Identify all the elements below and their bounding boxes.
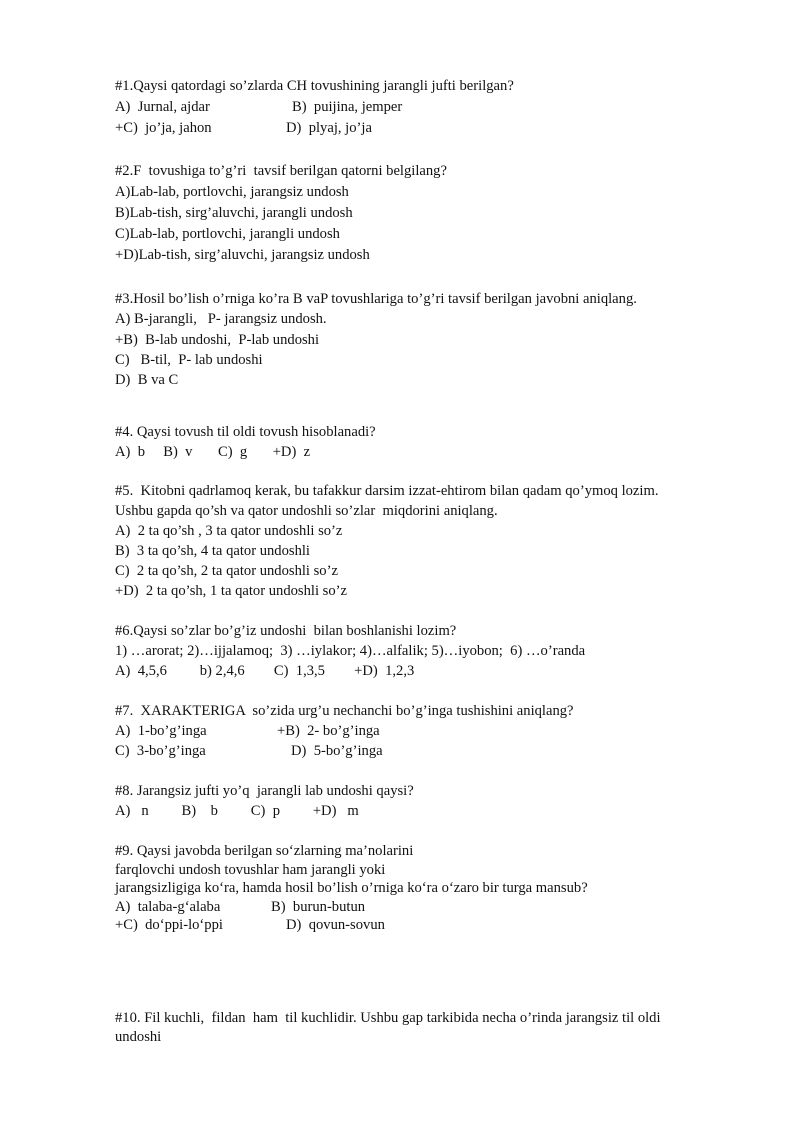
question-2-option-b: B)Lab-tish, sirg’aluvchi, jarangli undosh (115, 205, 353, 221)
question-5-prompt-line-1: #5. Kitobni qadrlamoq kerak, bu tafakkur darsim izzat-ehtirom bilan qadam qo’ymoq lozim. (115, 483, 659, 499)
question-8-prompt: #8. Jarangsiz jufti yo’q jarangli lab undoshi qaysi? (115, 783, 414, 799)
question-9-option-b: B) burun-butun (271, 899, 366, 915)
question-1-option-d: D) plyaj, jo’ja (286, 120, 372, 136)
question-5-prompt-line-2: Ushbu gapda qo’sh va qator undoshli so’zlar miqdorini aniqlang. (115, 503, 498, 519)
question-6-options: A) 4,5,6 b) 2,4,6 C) 1,3,5 +D) 1,2,3 (115, 663, 415, 679)
question-2-prompt: #2.F tovushiga to’g’ri tavsif berilgan qatorni belgilang? (115, 163, 447, 179)
question-3-option-b: +B) B-lab undoshi, P-lab undoshi (115, 332, 320, 348)
question-3-prompt: #3.Hosil bo’lish o’rniga ko’ra B vaP tovushlariga to’g’ri tavsif berilgan javobni aniqlang. (115, 291, 637, 307)
question-2-option-a: A)Lab-lab, portlovchi, jarangsiz undosh (115, 184, 349, 200)
question-7-option-b: +B) 2- bo’g’inga (277, 723, 380, 739)
question-9-prompt-line-1: #9. Qaysi javobda berilgan so‘zlarning ma’nolarini (115, 843, 414, 859)
question-5-option-a: A) 2 ta qo’sh , 3 ta qator undoshli so’z (115, 523, 343, 539)
question-3-option-d: D) B va C (115, 372, 179, 388)
question-7-option-d: D) 5-bo’g’inga (291, 743, 383, 759)
question-8-options: A) n B) b C) p +D) m (115, 803, 359, 819)
question-9-option-a: A) talaba-g‘alaba (115, 899, 221, 915)
question-9-option-d: D) qovun-sovun (286, 917, 385, 933)
question-1-option-b: B) puijina, jemper (292, 99, 403, 115)
question-2-option-d: +D)Lab-tish, sirg’aluvchi, jarangsiz undosh (115, 247, 370, 263)
question-5-option-c: C) 2 ta qo’sh, 2 ta qator undoshli so’z (115, 563, 338, 579)
question-3-option-a: A) B-jarangli, P- jarangsiz undosh. (115, 311, 327, 327)
question-10-prompt-line-2: undoshi (115, 1029, 162, 1045)
question-7-option-c: C) 3-bo’g’inga (115, 743, 206, 759)
question-9-prompt-line-2: farqlovchi undosh tovushlar ham jarangli yoki (115, 862, 386, 878)
question-9-option-c: +C) do‘ppi-lo‘ppi (115, 917, 223, 933)
question-3-option-c: C) B-til, P- lab undoshi (115, 352, 263, 368)
question-10-prompt-line-1: #10. Fil kuchli, fildan ham til kuchlidir. Ushbu gap tarkibida necha o’rinda jarangsiz til oldi (115, 1010, 661, 1026)
question-1-option-a: A) Jurnal, ajdar (115, 99, 210, 115)
question-5-option-b: B) 3 ta qo’sh, 4 ta qator undoshli (115, 543, 310, 559)
question-5-option-d: +D) 2 ta qo’sh, 1 ta qator undoshli so’z (115, 583, 347, 599)
question-7-option-a: A) 1-bo’g’inga (115, 723, 207, 739)
question-9-prompt-line-3: jarangsizligiga ko‘ra, hamda hosil bo’lish o’rniga ko‘ra o‘zaro bir turga mansub? (115, 880, 588, 896)
question-6-items: 1) …arorat; 2)…ijjalamoq; 3) …iylakor; 4)…alfalik; 5)…iyobon; 6) …o’randa (115, 643, 586, 659)
question-7-prompt: #7. XARAKTERIGA so’zida urg’u nechanchi bo’g’inga tushishini aniqlang? (115, 703, 574, 719)
question-1-prompt: #1.Qaysi qatordagi so’zlarda CH tovushining jarangli jufti berilgan? (115, 78, 514, 94)
question-4-prompt: #4. Qaysi tovush til oldi tovush hisoblanadi? (115, 424, 376, 440)
question-1-option-c: +C) jo’ja, jahon (115, 120, 212, 136)
question-6-prompt: #6.Qaysi so’zlar bo’g’iz undoshi bilan boshlanishi lozim? (115, 623, 457, 639)
question-2-option-c: C)Lab-lab, portlovchi, jarangli undosh (115, 226, 340, 242)
question-4-options: A) b B) v C) g +D) z (115, 444, 311, 460)
